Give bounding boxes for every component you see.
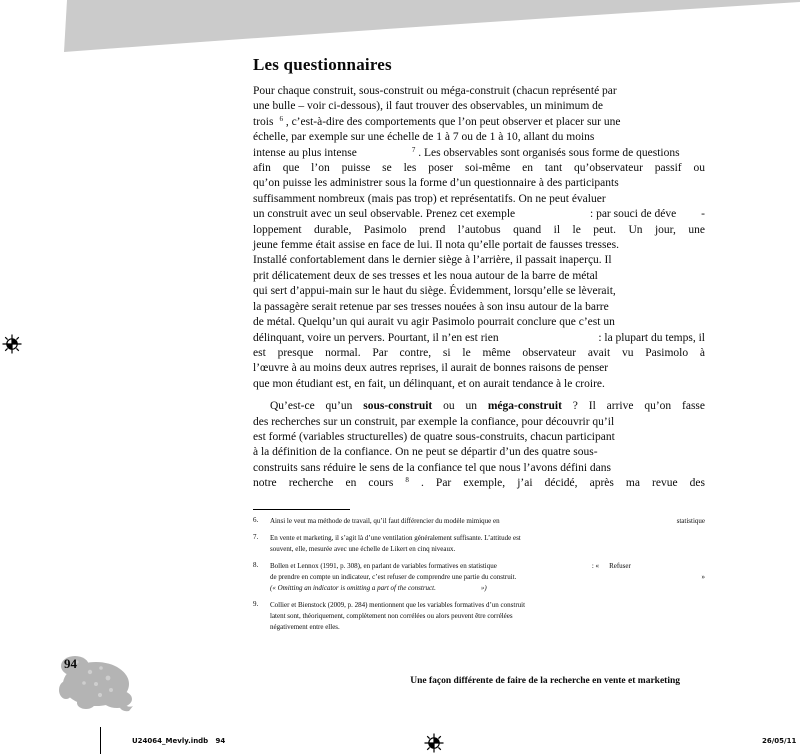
text-segment: Ainsi le veut ma méthode de travail, qu’il faut différencier du modèle mimique en <box>270 516 500 525</box>
text-segment: de prendre en compte un indicateur, c’est refuser de comprendre une partie du construit. <box>270 572 517 581</box>
footnote <box>253 533 705 555</box>
file-slug: U24064_Mevly.indb 94 <box>132 737 226 745</box>
text-line <box>253 99 705 114</box>
footnotes <box>253 516 705 633</box>
text-segment: que mon étudiant est, en fait, un délinquant, et on aurait tendance à le croire. <box>253 377 605 390</box>
text-segment: sous-construit <box>363 400 433 413</box>
text-column <box>253 55 705 639</box>
text-segment: ou un <box>432 400 488 413</box>
text-line <box>253 361 705 376</box>
text-line <box>253 415 705 430</box>
text-segment: jeune femme était assise en face de lui. Il nota qu’elle portait de fausses tresses. <box>253 239 619 252</box>
registration-mark-icon <box>2 334 22 354</box>
text-segment: prit délicatement deux de ses tresses et les noua autour de la barre de métal <box>253 269 598 282</box>
text-segment: à la définition de la confiance. On ne peut se départir d’un des quatre sous- <box>253 446 598 459</box>
text-segment: souvent, elle, mesurée avec une échelle de Likert en cinq niveaux. <box>270 544 456 553</box>
footnote-text <box>270 533 705 555</box>
text-line <box>253 476 705 491</box>
text-segment: » <box>701 572 705 581</box>
text-segment: Pour chaque construit, sous-construit ou méga-construit (chacun représenté par <box>253 85 617 97</box>
text-line <box>253 399 705 414</box>
text-line <box>253 284 705 299</box>
text-line <box>253 461 705 476</box>
text-line <box>253 207 705 222</box>
footnote-number: 7. <box>253 532 259 541</box>
text-line <box>253 161 705 176</box>
footnote-number: 8. <box>253 560 259 569</box>
text-segment: 6 <box>279 114 283 123</box>
text-line <box>253 130 705 145</box>
text-segment: intense au plus intense <box>253 146 357 159</box>
justify-gap <box>499 331 599 346</box>
body-paragraphs <box>253 84 705 492</box>
text-line <box>253 192 705 207</box>
registration-mark-icon <box>424 733 444 753</box>
footnote-text <box>270 516 705 527</box>
text-line <box>253 377 705 392</box>
spacer <box>599 561 609 572</box>
text-line <box>270 600 705 611</box>
text-segment: Refuser <box>609 561 631 570</box>
justify-gap <box>500 516 677 527</box>
justify-gap <box>516 572 701 583</box>
text-line <box>270 622 705 633</box>
text-segment: latent sont, théoriquement, complètement non corrélées ou alors peuvent être corrélées <box>270 611 513 620</box>
text-line <box>270 583 705 594</box>
text-segment: . Par exemple, j’ai décidé, après ma revue des <box>408 477 706 490</box>
text-segment: trois <box>253 115 274 128</box>
text-segment: , c’est-à-dire des comportements que l’on peut observer et placer sur une <box>282 115 621 128</box>
crop-mark <box>100 727 101 754</box>
spacer <box>497 561 592 572</box>
text-line <box>270 544 705 555</box>
text-segment: une bulle – voir ci-dessous), il faut trouver des observables, un minimum de <box>253 100 604 113</box>
text-segment: des recherches sur un construit, par exemple la confiance, pour découvrir qu’il <box>253 415 615 428</box>
footnote-text <box>270 600 705 633</box>
text-segment: négativement entre elles. <box>270 622 340 631</box>
text-segment: statistique <box>676 516 705 525</box>
text-segment: Installé confortablement dans le dernier siège à l’arrière, il passait inaperçu. Il <box>253 254 612 267</box>
text-line <box>270 516 705 527</box>
text-segment: l’œuvre à au moins deux autres reprises, il aurait de bonnes raisons de penser <box>253 362 609 375</box>
footnote <box>253 516 705 527</box>
text-segment: notre recherche en cours <box>253 477 406 490</box>
text-segment: En vente et marketing, il s’agit là d’une ventilation généralement suffisante. L’attitude est <box>270 533 521 542</box>
text-segment: Qu’est-ce qu’un <box>270 400 364 413</box>
text-segment: qui sert d’appui-main sur le haut du siège. Évidemment, lorsqu’elle se lèverait, <box>253 285 616 298</box>
text-line <box>253 346 705 361</box>
footnote <box>253 600 705 633</box>
text-line <box>270 561 705 572</box>
text-segment: afin que l’on puisse se les poser soi-même en tant qu’observateur passif ou <box>253 162 705 175</box>
text-segment: qu’on puisse les administrer sous la forme d’un questionnaire à des participants <box>253 177 619 190</box>
text-segment: (« Omitting an indicator is omitting a part of the construct. <box>270 583 436 592</box>
footnote-number: 6. <box>253 515 259 524</box>
text-segment: ? Il arrive qu’on fasse <box>561 400 705 413</box>
text-line <box>253 331 705 346</box>
text-segment: est presque normal. Par contre, si le même observateur avait vu Pasimolo à <box>253 346 705 359</box>
text-line <box>253 430 705 445</box>
text-segment: . Les observables sont organisés sous forme de questions <box>415 146 680 159</box>
text-line <box>253 176 705 191</box>
text-segment: Collier et Bienstock (2009, p. 284) mentionnent que les variables formatives d’un construit <box>270 600 526 609</box>
section-title: Les questionnaires <box>253 55 392 74</box>
footnote-text <box>270 561 705 594</box>
text-line <box>253 269 705 284</box>
text-segment: méga-construit <box>487 400 562 413</box>
text-segment: un construit avec un seul observable. Prenez cet exemple <box>253 208 516 221</box>
text-segment: échelle, par exemple sur une échelle de 1 à 7 ou de 1 à 10, allant du moins <box>253 131 595 144</box>
justify-gap <box>515 207 590 222</box>
text-segment: : par souci de déve <box>590 208 677 221</box>
text-segment: de métal. Quelqu’un qui aurait vu agir Pasimolo pourrait conclure que c’est un <box>253 316 615 329</box>
text-line <box>253 445 705 460</box>
text-line <box>253 115 705 130</box>
text-line <box>270 533 705 544</box>
date-stamp: 26/05/11 <box>762 737 797 745</box>
text-line <box>253 146 705 161</box>
text-segment: délinquant, voire un pervers. Pourtant, il n’en est rien <box>253 331 499 344</box>
text-segment: loppement durable, Pasimolo prend l’autobus quand il le peut. Un jour, une <box>253 223 705 236</box>
paragraph <box>253 84 705 392</box>
justify-gap <box>676 207 701 222</box>
text-segment: la passagère serait retenue par ses tresses nouées à son insu autour de la barre <box>253 300 609 313</box>
text-segment: ») <box>480 583 487 592</box>
text-segment: Bollen et Lennox (1991, p. 308), en parlant de variables formatives en statistique <box>270 561 497 570</box>
text-segment: est formé (variables structurelles) de quatre sous-construits, chacun participant <box>253 430 615 443</box>
text-segment: suffisamment nombreux (mais pas trop) et représentatifs. On ne peut évaluer <box>253 192 606 205</box>
text-line <box>270 572 705 583</box>
text-segment: construits sans réduire le sens de la confiance tel que nous l’avons défini dans <box>253 461 611 474</box>
footnote <box>253 561 705 594</box>
text-segment: : « <box>591 561 600 570</box>
paragraph <box>253 399 705 491</box>
text-segment: : la plupart du temps, il <box>598 331 705 344</box>
footnote-rule <box>253 509 350 510</box>
text-line <box>253 315 705 330</box>
text-segment: 7 <box>411 145 416 154</box>
footnote-number: 9. <box>253 599 259 608</box>
text-line <box>253 84 705 99</box>
page-curl-shadow <box>0 0 800 56</box>
text-segment: - <box>701 208 705 221</box>
running-footer: Une façon différente de faire de la recherche en vente et marketing <box>410 676 680 686</box>
text-line <box>253 223 705 238</box>
text-line <box>270 611 705 622</box>
text-line <box>253 238 705 253</box>
text-line <box>253 253 705 268</box>
page-number: 94 <box>64 656 77 671</box>
text-segment: 8 <box>405 476 409 485</box>
text-line <box>253 300 705 315</box>
